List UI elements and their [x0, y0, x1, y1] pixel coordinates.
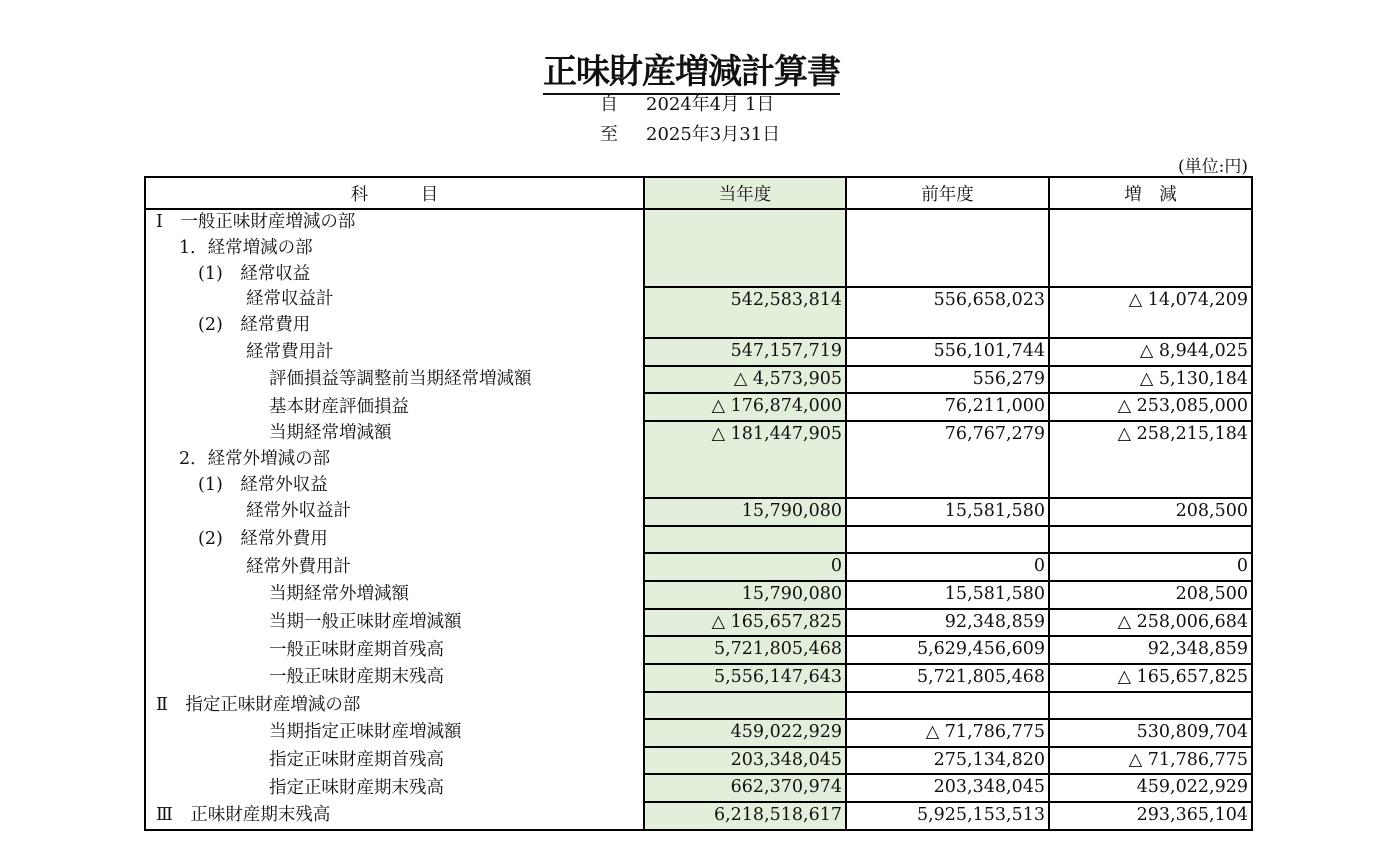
value-current-year — [644, 209, 846, 287]
value-previous-year: 5,629,456,609 — [846, 636, 1049, 664]
value-change: △ 165,657,825 — [1049, 664, 1252, 692]
value-current-year — [644, 526, 846, 554]
value-current-year: △ 4,573,905 — [644, 366, 846, 394]
period-from: 自 2024年4月 1日 — [600, 94, 775, 115]
row-label: 評価損益等調整前当期経常増減額 — [145, 366, 644, 394]
row-label: 指定正味財産期末残高 — [145, 774, 644, 802]
value-current-year: 203,348,045 — [644, 747, 846, 775]
value-change: △ 5,130,184 — [1049, 366, 1252, 394]
value-change: 208,500 — [1049, 498, 1252, 526]
row-label: (1) 経常外収益 — [145, 472, 644, 498]
value-change: 459,022,929 — [1049, 774, 1252, 802]
value-change: 293,365,104 — [1049, 802, 1252, 830]
value-previous-year: 275,134,820 — [846, 747, 1049, 775]
header-row — [145, 177, 1252, 209]
table-row — [145, 393, 1252, 421]
table-row — [145, 747, 1252, 775]
value-previous-year: 76,211,000 — [846, 393, 1049, 421]
value-previous-year: 5,925,153,513 — [846, 802, 1049, 830]
row-label: 経常費用計 — [145, 338, 644, 366]
value-previous-year: 15,581,580 — [846, 581, 1049, 609]
value-change: △ 258,215,184 — [1049, 421, 1252, 498]
row-label: 一般正味財産期末残高 — [145, 664, 644, 692]
value-change: △ 8,944,025 — [1049, 338, 1252, 366]
row-label: 当期経常増減額 — [145, 421, 644, 447]
value-change: △ 14,074,209 — [1049, 287, 1252, 338]
row-label: 経常外収益計 — [145, 498, 644, 526]
table-row — [145, 719, 1252, 747]
value-current-year: 547,157,719 — [644, 338, 846, 366]
value-current-year: △ 165,657,825 — [644, 609, 846, 637]
value-change: 208,500 — [1049, 581, 1252, 609]
header-current-year: 当年度 — [644, 177, 846, 209]
value-previous-year: 556,101,744 — [846, 338, 1049, 366]
row-label: Ⅲ 正味財産期末残高 — [145, 802, 644, 830]
document-title: 正味財産増減計算書 — [0, 44, 1383, 93]
table-row — [145, 581, 1252, 609]
value-previous-year: 76,767,279 — [846, 421, 1049, 498]
value-change — [1049, 526, 1252, 554]
value-current-year: △ 176,874,000 — [644, 393, 846, 421]
value-previous-year — [846, 692, 1049, 720]
row-label: Ⅰ 一般正味財産増減の部 — [145, 209, 644, 236]
table-row — [145, 338, 1252, 366]
table-row — [145, 636, 1252, 664]
table-row — [145, 209, 1252, 236]
table-row — [145, 774, 1252, 802]
value-change: 530,809,704 — [1049, 719, 1252, 747]
row-label: (1) 経常収益 — [145, 261, 644, 287]
value-previous-year: 203,348,045 — [846, 774, 1049, 802]
value-current-year: 0 — [644, 553, 846, 581]
value-previous-year: 556,279 — [846, 366, 1049, 394]
table-row — [145, 366, 1252, 394]
value-current-year: 459,022,929 — [644, 719, 846, 747]
table-row — [145, 421, 1252, 447]
value-current-year: 542,583,814 — [644, 287, 846, 338]
value-previous-year — [846, 209, 1049, 287]
table-row — [145, 664, 1252, 692]
row-label: 1．経常増減の部 — [145, 236, 644, 262]
table-row — [145, 802, 1252, 830]
row-label: 経常外費用計 — [145, 553, 644, 581]
row-label: 一般正味財産期首残高 — [145, 636, 644, 664]
table-row — [145, 498, 1252, 526]
value-change: 0 — [1049, 553, 1252, 581]
table-row — [145, 287, 1252, 313]
value-previous-year: 556,658,023 — [846, 287, 1049, 338]
value-change: △ 253,085,000 — [1049, 393, 1252, 421]
value-change: △ 71,786,775 — [1049, 747, 1252, 775]
row-label: (2) 経常外費用 — [145, 526, 644, 554]
table-row — [145, 553, 1252, 581]
row-label: 基本財産評価損益 — [145, 393, 644, 421]
row-label: 当期経常外増減額 — [145, 581, 644, 609]
value-previous-year: 15,581,580 — [846, 498, 1049, 526]
period-to: 至 2025年3月31日 — [600, 124, 781, 145]
value-change: 92,348,859 — [1049, 636, 1252, 664]
table-row — [145, 692, 1252, 720]
row-label: 当期一般正味財産増減額 — [145, 609, 644, 637]
value-current-year: △ 181,447,905 — [644, 421, 846, 498]
row-label: Ⅱ 指定正味財産増減の部 — [145, 692, 644, 720]
header-change: 増 減 — [1049, 177, 1252, 209]
row-label: (2) 経常費用 — [145, 313, 644, 339]
value-previous-year — [846, 526, 1049, 554]
statement-table — [144, 176, 1253, 831]
row-label: 当期指定正味財産増減額 — [145, 719, 644, 747]
value-current-year: 5,721,805,468 — [644, 636, 846, 664]
header-previous-year: 前年度 — [846, 177, 1049, 209]
header-item: 科 目 — [145, 177, 644, 209]
value-previous-year: △ 71,786,775 — [846, 719, 1049, 747]
value-current-year: 662,370,974 — [644, 774, 846, 802]
row-label: 経常収益計 — [145, 287, 644, 313]
value-previous-year: 0 — [846, 553, 1049, 581]
value-change — [1049, 692, 1252, 720]
row-label: 2．経常外増減の部 — [145, 447, 644, 473]
value-current-year: 15,790,080 — [644, 581, 846, 609]
value-current-year — [644, 692, 846, 720]
unit-label: (単位:円) — [1178, 157, 1248, 177]
value-change — [1049, 209, 1252, 287]
value-previous-year: 92,348,859 — [846, 609, 1049, 637]
value-current-year: 6,218,518,617 — [644, 802, 846, 830]
value-change: △ 258,006,684 — [1049, 609, 1252, 637]
row-label: 指定正味財産期首残高 — [145, 747, 644, 775]
table-row — [145, 609, 1252, 637]
value-current-year: 5,556,147,643 — [644, 664, 846, 692]
value-previous-year: 5,721,805,468 — [846, 664, 1049, 692]
table-row — [145, 526, 1252, 554]
value-current-year: 15,790,080 — [644, 498, 846, 526]
